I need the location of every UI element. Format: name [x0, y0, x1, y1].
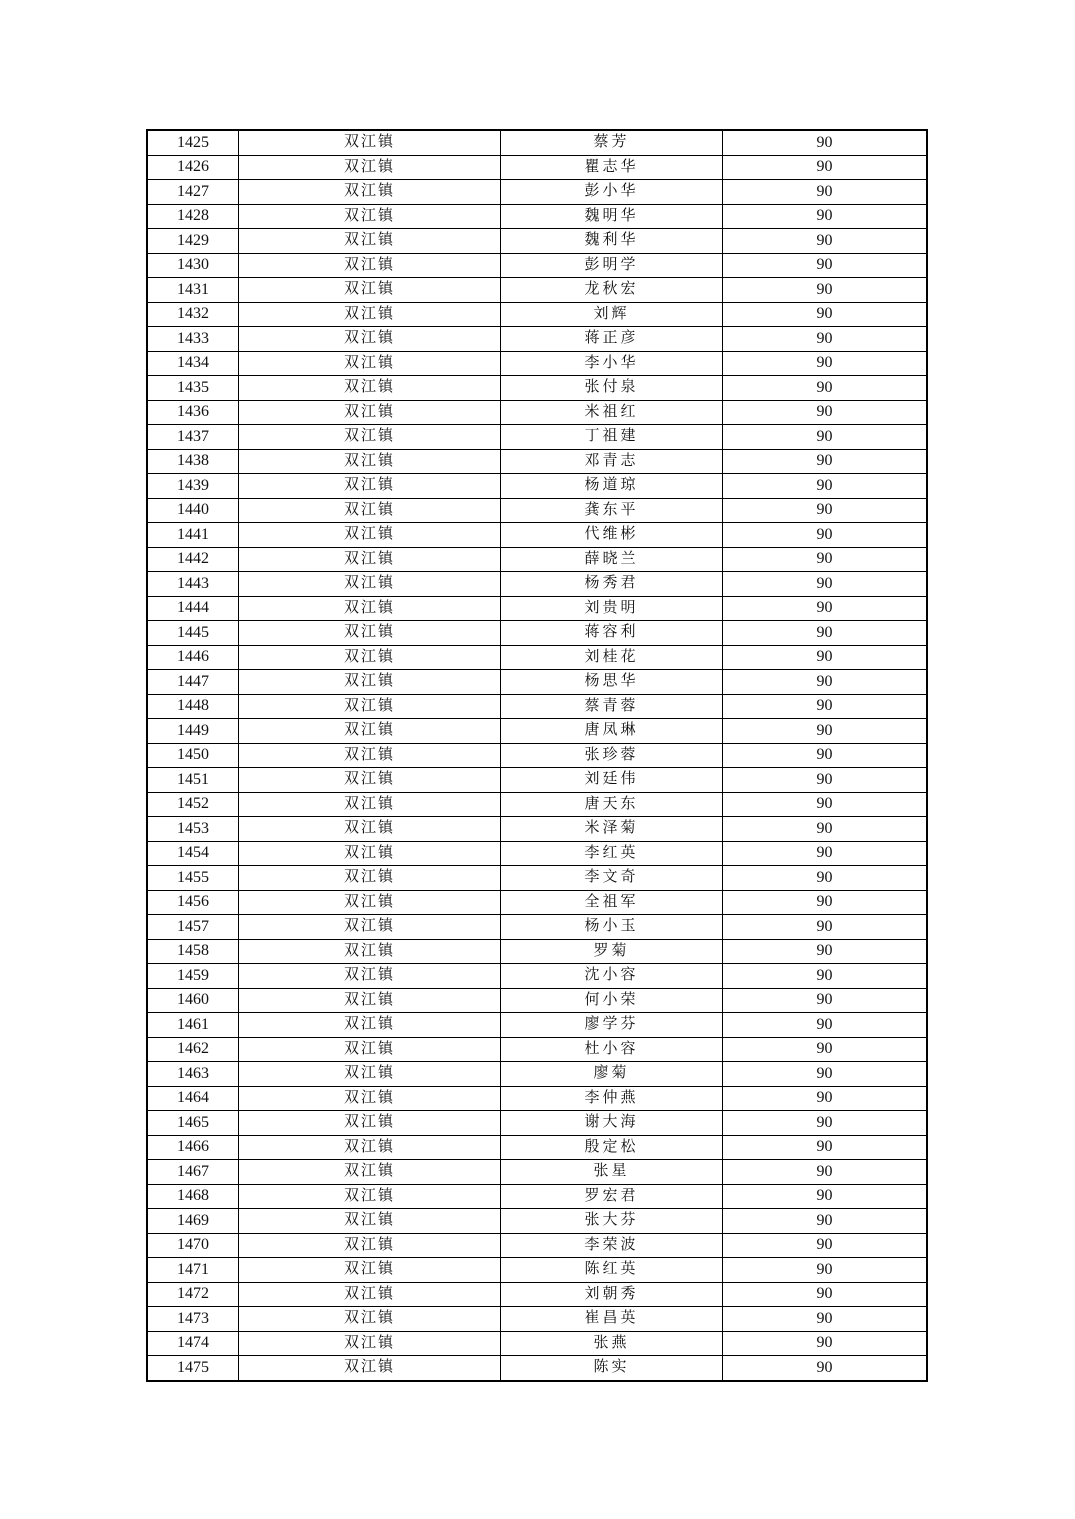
row-number: 1469	[147, 1209, 239, 1234]
row-number: 1428	[147, 204, 239, 229]
row-number: 1447	[147, 670, 239, 695]
table-row	[147, 523, 927, 548]
person-name-cell: 彭明学	[501, 253, 723, 278]
table-row	[147, 1258, 927, 1283]
row-number: 1438	[147, 449, 239, 474]
row-number: 1472	[147, 1282, 239, 1307]
table-row	[147, 204, 927, 229]
table-row	[147, 817, 927, 842]
score-cell: 90	[723, 621, 928, 646]
town-cell: 双江镇	[239, 964, 501, 989]
score-cell: 90	[723, 1135, 928, 1160]
table-row	[147, 1160, 927, 1185]
town-cell: 双江镇	[239, 621, 501, 646]
row-number: 1456	[147, 890, 239, 915]
score-cell: 90	[723, 743, 928, 768]
score-cell: 90	[723, 670, 928, 695]
row-number: 1449	[147, 719, 239, 744]
town-cell: 双江镇	[239, 1356, 501, 1381]
town-cell: 双江镇	[239, 1062, 501, 1087]
score-cell: 90	[723, 1258, 928, 1283]
person-name-cell: 张星	[501, 1160, 723, 1185]
table-row	[147, 1013, 927, 1038]
row-number: 1452	[147, 792, 239, 817]
person-name-cell: 李红英	[501, 841, 723, 866]
table-row	[147, 1233, 927, 1258]
town-cell: 双江镇	[239, 1111, 501, 1136]
score-cell: 90	[723, 302, 928, 327]
person-name-cell: 杨道琼	[501, 474, 723, 499]
town-cell: 双江镇	[239, 204, 501, 229]
row-number: 1444	[147, 596, 239, 621]
roster-table-body	[147, 130, 927, 1381]
person-name-cell: 唐天东	[501, 792, 723, 817]
person-name-cell: 罗宏君	[501, 1184, 723, 1209]
row-number: 1448	[147, 694, 239, 719]
row-number: 1473	[147, 1307, 239, 1332]
town-cell: 双江镇	[239, 792, 501, 817]
row-number: 1457	[147, 915, 239, 940]
table-row	[147, 1037, 927, 1062]
row-number: 1464	[147, 1086, 239, 1111]
row-number: 1455	[147, 866, 239, 891]
person-name-cell: 陈红英	[501, 1258, 723, 1283]
row-number: 1471	[147, 1258, 239, 1283]
person-name-cell: 薛晓兰	[501, 547, 723, 572]
row-number: 1440	[147, 498, 239, 523]
table-row	[147, 278, 927, 303]
table-row	[147, 768, 927, 793]
score-cell: 90	[723, 596, 928, 621]
town-cell: 双江镇	[239, 939, 501, 964]
town-cell: 双江镇	[239, 1307, 501, 1332]
person-name-cell: 全祖军	[501, 890, 723, 915]
score-cell: 90	[723, 1160, 928, 1185]
town-cell: 双江镇	[239, 180, 501, 205]
town-cell: 双江镇	[239, 915, 501, 940]
town-cell: 双江镇	[239, 351, 501, 376]
row-number: 1429	[147, 229, 239, 254]
person-name-cell: 唐凤琳	[501, 719, 723, 744]
score-cell: 90	[723, 1331, 928, 1356]
person-name-cell: 蒋正彦	[501, 327, 723, 352]
person-name-cell: 杜小容	[501, 1037, 723, 1062]
score-cell: 90	[723, 719, 928, 744]
score-cell: 90	[723, 1282, 928, 1307]
row-number: 1437	[147, 425, 239, 450]
score-cell: 90	[723, 1209, 928, 1234]
row-number: 1434	[147, 351, 239, 376]
score-cell: 90	[723, 1184, 928, 1209]
table-row	[147, 719, 927, 744]
score-cell: 90	[723, 694, 928, 719]
table-row	[147, 792, 927, 817]
person-name-cell: 蔡青蓉	[501, 694, 723, 719]
score-cell: 90	[723, 866, 928, 891]
row-number: 1436	[147, 400, 239, 425]
score-cell: 90	[723, 1356, 928, 1381]
row-number: 1433	[147, 327, 239, 352]
person-name-cell: 邓青志	[501, 449, 723, 474]
person-name-cell: 刘廷伟	[501, 768, 723, 793]
person-name-cell: 米泽菊	[501, 817, 723, 842]
table-row	[147, 596, 927, 621]
score-cell: 90	[723, 204, 928, 229]
person-name-cell: 蒋容利	[501, 621, 723, 646]
row-number: 1430	[147, 253, 239, 278]
row-number: 1441	[147, 523, 239, 548]
table-row	[147, 1307, 927, 1332]
person-name-cell: 李荣波	[501, 1233, 723, 1258]
person-name-cell: 张燕	[501, 1331, 723, 1356]
town-cell: 双江镇	[239, 449, 501, 474]
person-name-cell: 廖菊	[501, 1062, 723, 1087]
row-number: 1470	[147, 1233, 239, 1258]
town-cell: 双江镇	[239, 841, 501, 866]
row-number: 1453	[147, 817, 239, 842]
town-cell: 双江镇	[239, 523, 501, 548]
score-cell: 90	[723, 792, 928, 817]
row-number: 1443	[147, 572, 239, 597]
score-cell: 90	[723, 817, 928, 842]
town-cell: 双江镇	[239, 1037, 501, 1062]
score-cell: 90	[723, 180, 928, 205]
town-cell: 双江镇	[239, 1331, 501, 1356]
table-row	[147, 1062, 927, 1087]
table-row	[147, 890, 927, 915]
table-row	[147, 670, 927, 695]
score-cell: 90	[723, 841, 928, 866]
score-cell: 90	[723, 351, 928, 376]
person-name-cell: 丁祖建	[501, 425, 723, 450]
row-number: 1467	[147, 1160, 239, 1185]
row-number: 1462	[147, 1037, 239, 1062]
score-cell: 90	[723, 645, 928, 670]
table-row	[147, 1086, 927, 1111]
table-row	[147, 743, 927, 768]
table-row	[147, 572, 927, 597]
town-cell: 双江镇	[239, 327, 501, 352]
row-number: 1446	[147, 645, 239, 670]
score-cell: 90	[723, 498, 928, 523]
score-cell: 90	[723, 253, 928, 278]
row-number: 1474	[147, 1331, 239, 1356]
town-cell: 双江镇	[239, 474, 501, 499]
table-row	[147, 425, 927, 450]
person-name-cell: 蔡芳	[501, 130, 723, 155]
town-cell: 双江镇	[239, 302, 501, 327]
score-cell: 90	[723, 1111, 928, 1136]
person-name-cell: 代维彬	[501, 523, 723, 548]
town-cell: 双江镇	[239, 645, 501, 670]
person-name-cell: 张付泉	[501, 376, 723, 401]
town-cell: 双江镇	[239, 890, 501, 915]
score-cell: 90	[723, 449, 928, 474]
score-cell: 90	[723, 1062, 928, 1087]
town-cell: 双江镇	[239, 988, 501, 1013]
row-number: 1426	[147, 155, 239, 180]
row-number: 1458	[147, 939, 239, 964]
table-row	[147, 1209, 927, 1234]
score-cell: 90	[723, 915, 928, 940]
table-row	[147, 351, 927, 376]
row-number: 1454	[147, 841, 239, 866]
town-cell: 双江镇	[239, 1209, 501, 1234]
table-row	[147, 1135, 927, 1160]
table-row	[147, 130, 927, 155]
person-name-cell: 沈小容	[501, 964, 723, 989]
person-name-cell: 陈实	[501, 1356, 723, 1381]
score-cell: 90	[723, 327, 928, 352]
person-name-cell: 杨秀君	[501, 572, 723, 597]
score-cell: 90	[723, 278, 928, 303]
score-cell: 90	[723, 1013, 928, 1038]
town-cell: 双江镇	[239, 1184, 501, 1209]
row-number: 1432	[147, 302, 239, 327]
town-cell: 双江镇	[239, 253, 501, 278]
table-row	[147, 155, 927, 180]
table-row	[147, 621, 927, 646]
row-number: 1465	[147, 1111, 239, 1136]
roster-table	[146, 129, 928, 1382]
town-cell: 双江镇	[239, 229, 501, 254]
score-cell: 90	[723, 939, 928, 964]
table-row	[147, 327, 927, 352]
person-name-cell: 张大芬	[501, 1209, 723, 1234]
score-cell: 90	[723, 1086, 928, 1111]
table-row	[147, 180, 927, 205]
row-number: 1445	[147, 621, 239, 646]
row-number: 1460	[147, 988, 239, 1013]
town-cell: 双江镇	[239, 1135, 501, 1160]
table-row	[147, 1356, 927, 1381]
person-name-cell: 刘桂花	[501, 645, 723, 670]
town-cell: 双江镇	[239, 817, 501, 842]
table-row	[147, 964, 927, 989]
table-row	[147, 915, 927, 940]
table-row	[147, 1331, 927, 1356]
person-name-cell: 李仲燕	[501, 1086, 723, 1111]
table-row	[147, 302, 927, 327]
row-number: 1442	[147, 547, 239, 572]
row-number: 1463	[147, 1062, 239, 1087]
person-name-cell: 何小荣	[501, 988, 723, 1013]
town-cell: 双江镇	[239, 130, 501, 155]
score-cell: 90	[723, 1037, 928, 1062]
person-name-cell: 廖学芬	[501, 1013, 723, 1038]
person-name-cell: 杨小玉	[501, 915, 723, 940]
town-cell: 双江镇	[239, 1160, 501, 1185]
score-cell: 90	[723, 229, 928, 254]
person-name-cell: 刘辉	[501, 302, 723, 327]
score-cell: 90	[723, 400, 928, 425]
town-cell: 双江镇	[239, 1282, 501, 1307]
table-row	[147, 253, 927, 278]
town-cell: 双江镇	[239, 866, 501, 891]
score-cell: 90	[723, 523, 928, 548]
table-row	[147, 229, 927, 254]
person-name-cell: 刘贵明	[501, 596, 723, 621]
row-number: 1459	[147, 964, 239, 989]
table-row	[147, 1282, 927, 1307]
row-number: 1431	[147, 278, 239, 303]
row-number: 1475	[147, 1356, 239, 1381]
table-row	[147, 988, 927, 1013]
table-row	[147, 866, 927, 891]
row-number: 1425	[147, 130, 239, 155]
person-name-cell: 李小华	[501, 351, 723, 376]
town-cell: 双江镇	[239, 670, 501, 695]
table-row	[147, 474, 927, 499]
person-name-cell: 龙秋宏	[501, 278, 723, 303]
score-cell: 90	[723, 572, 928, 597]
table-row	[147, 547, 927, 572]
person-name-cell: 杨思华	[501, 670, 723, 695]
table-row	[147, 449, 927, 474]
row-number: 1466	[147, 1135, 239, 1160]
row-number: 1451	[147, 768, 239, 793]
table-row	[147, 376, 927, 401]
person-name-cell: 罗菊	[501, 939, 723, 964]
row-number: 1427	[147, 180, 239, 205]
score-cell: 90	[723, 376, 928, 401]
person-name-cell: 彭小华	[501, 180, 723, 205]
table-row	[147, 498, 927, 523]
score-cell: 90	[723, 130, 928, 155]
table-row	[147, 645, 927, 670]
score-cell: 90	[723, 474, 928, 499]
score-cell: 90	[723, 964, 928, 989]
town-cell: 双江镇	[239, 719, 501, 744]
score-cell: 90	[723, 890, 928, 915]
table-row	[147, 1184, 927, 1209]
row-number: 1435	[147, 376, 239, 401]
town-cell: 双江镇	[239, 400, 501, 425]
table-row	[147, 694, 927, 719]
town-cell: 双江镇	[239, 572, 501, 597]
person-name-cell: 魏明华	[501, 204, 723, 229]
score-cell: 90	[723, 1307, 928, 1332]
score-cell: 90	[723, 155, 928, 180]
town-cell: 双江镇	[239, 155, 501, 180]
town-cell: 双江镇	[239, 1258, 501, 1283]
person-name-cell: 瞿志华	[501, 155, 723, 180]
person-name-cell: 殷定松	[501, 1135, 723, 1160]
table-row	[147, 1111, 927, 1136]
person-name-cell: 李文奇	[501, 866, 723, 891]
table-row	[147, 939, 927, 964]
score-cell: 90	[723, 425, 928, 450]
town-cell: 双江镇	[239, 547, 501, 572]
town-cell: 双江镇	[239, 768, 501, 793]
score-cell: 90	[723, 1233, 928, 1258]
person-name-cell: 龚东平	[501, 498, 723, 523]
person-name-cell: 谢大海	[501, 1111, 723, 1136]
town-cell: 双江镇	[239, 425, 501, 450]
town-cell: 双江镇	[239, 1233, 501, 1258]
town-cell: 双江镇	[239, 278, 501, 303]
row-number: 1468	[147, 1184, 239, 1209]
score-cell: 90	[723, 768, 928, 793]
score-cell: 90	[723, 988, 928, 1013]
table-row	[147, 400, 927, 425]
table-row	[147, 841, 927, 866]
town-cell: 双江镇	[239, 498, 501, 523]
town-cell: 双江镇	[239, 743, 501, 768]
town-cell: 双江镇	[239, 1013, 501, 1038]
person-name-cell: 张珍蓉	[501, 743, 723, 768]
person-name-cell: 魏利华	[501, 229, 723, 254]
person-name-cell: 米祖红	[501, 400, 723, 425]
town-cell: 双江镇	[239, 1086, 501, 1111]
person-name-cell: 崔昌英	[501, 1307, 723, 1332]
row-number: 1461	[147, 1013, 239, 1038]
person-name-cell: 刘朝秀	[501, 1282, 723, 1307]
town-cell: 双江镇	[239, 376, 501, 401]
score-cell: 90	[723, 547, 928, 572]
town-cell: 双江镇	[239, 596, 501, 621]
row-number: 1439	[147, 474, 239, 499]
row-number: 1450	[147, 743, 239, 768]
town-cell: 双江镇	[239, 694, 501, 719]
